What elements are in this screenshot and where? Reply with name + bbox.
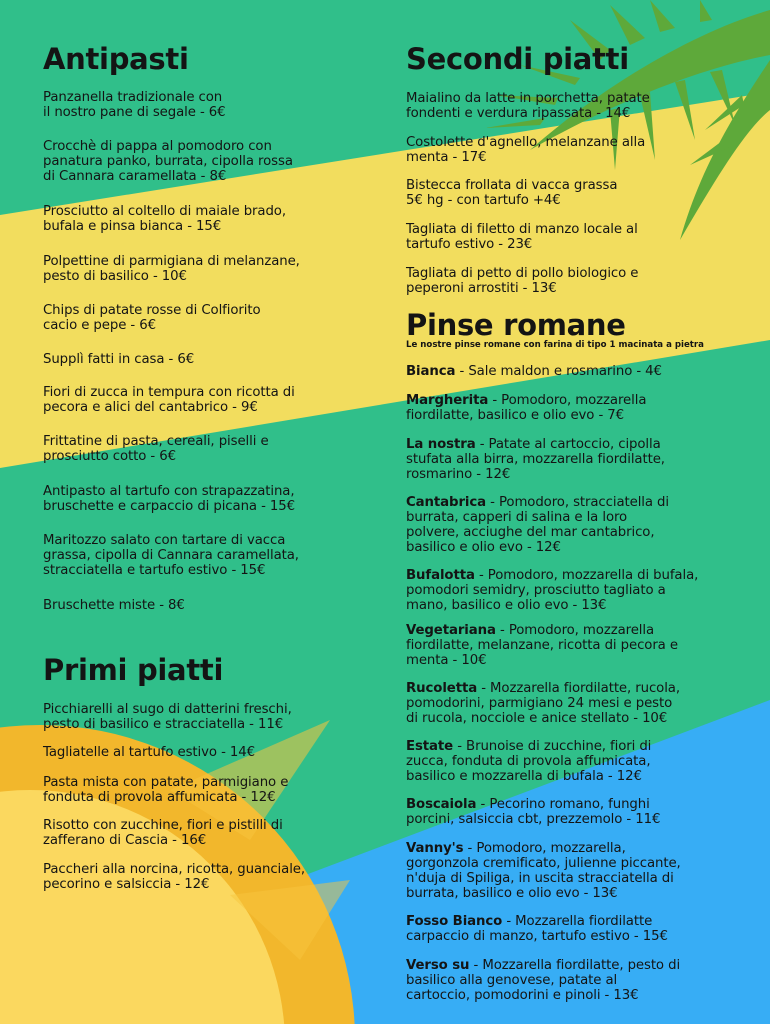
pinsa-description: - Pomodoro, mozzarella, gorgonzola cremificato, julienne piccante, n'duja di Spiliga, in uscita stracciatella di burrata, basilico e olio evo - 13€ — [406, 841, 681, 901]
menu-item: Fiori di zucca in tempura con ricotta di pecora e alici del cantabrico - 9€ — [43, 385, 295, 415]
pinsa-item — [406, 393, 646, 423]
pinsa-name: Vanny's — [406, 841, 464, 856]
menu-item: Chips di patate rosse di Colfiorito cacio e pepe - 6€ — [43, 303, 261, 333]
pinsa-name: Cantabrica — [406, 495, 487, 510]
menu-item: Frittatine di pasta, cereali, piselli e prosciutto cotto - 6€ — [43, 434, 269, 464]
menu-item: Pasta mista con patate, parmigiano e fonduta di provola affumicata - 12€ — [43, 775, 289, 805]
pinsa-item — [406, 623, 678, 668]
pinse-heading: Pinse romane — [406, 308, 626, 342]
pinsa-name: Rucoletta — [406, 681, 478, 696]
pinsa-name: Fosso Bianco — [406, 914, 503, 929]
menu-item: Bistecca frollata di vacca grassa 5€ hg - con tartufo +4€ — [406, 178, 618, 208]
pinsa-name: Margherita — [406, 393, 489, 408]
pinsa-description: - Sale maldon e rosmarino - 4€ — [455, 364, 662, 379]
menu-item: Tagliata di petto di pollo biologico e peperoni arrostiti - 13€ — [406, 266, 639, 296]
menu-item: Costolette d'agnello, melanzane alla menta - 17€ — [406, 135, 646, 165]
pinse-subtitle: Le nostre pinse romane con farina di tipo 1 macinata a pietra — [406, 340, 704, 350]
pinsa-description: - Mozzarella fiordilatte, pesto di basilico alla genovese, patate al cartoccio, pomodorini e pinoli - 13€ — [406, 958, 681, 1003]
pinsa-name: Bufalotta — [406, 568, 475, 583]
pinsa-description: - Brunoise di zucchine, fiori di zucca, fonduta di provola affumicata, basilico e mozzarella di bufala - 12€ — [406, 739, 652, 784]
pinsa-item — [406, 437, 665, 482]
menu-item: Tagliata di filetto di manzo locale al tartufo estivo - 23€ — [406, 222, 638, 252]
pinsa-item — [406, 681, 680, 726]
menu-item: Antipasto al tartufo con strapazzatina, bruschette e carpaccio di picana - 15€ — [43, 484, 295, 514]
pinsa-description: - Mozzarella fiordilatte carpaccio di manzo, tartufo estivo - 15€ — [406, 914, 668, 944]
pinsa-description: - Pomodoro, mozzarella fiordilatte, melanzane, ricotta di pecora e menta - 10€ — [406, 623, 678, 668]
pinsa-name: La nostra — [406, 437, 476, 452]
menu-item: Prosciutto al coltello di maiale brado, bufala e pinsa bianca - 15€ — [43, 204, 286, 234]
pinsa-description: - Pecorino romano, funghi porcini, salsiccia cbt, prezzemolo - 11€ — [406, 797, 661, 827]
pinsa-item — [406, 364, 662, 379]
menu-item: Crocchè di pappa al pomodoro con panatura panko, burrata, cipolla rossa di Cannara caramellata - 8€ — [43, 139, 293, 184]
menu-item: Paccheri alla norcina, ricotta, guanciale, pecorino e salsiccia - 12€ — [43, 862, 306, 892]
menu-item: Maialino da latte in porchetta, patate fondenti e verdura ripassata - 14€ — [406, 91, 650, 121]
pinsa-item — [406, 914, 668, 944]
menu-item: Supplì fatti in casa - 6€ — [43, 352, 195, 367]
menu-item: Picchiarelli al sugo di datterini freschi, pesto di basilico e stracciatella - 11€ — [43, 702, 292, 732]
pinsa-description: - Patate al cartoccio, cipolla stufata alla birra, mozzarella fiordilatte, rosmarino - 12€ — [406, 437, 665, 482]
pinsa-description: - Pomodoro, stracciatella di burrata, capperi di salina e la loro polvere, acciughe del mar cantabrico, basilico e olio evo - 12€ — [406, 495, 669, 555]
pinsa-description: - Mozzarella fiordilatte, rucola, pomodorini, parmigiano 24 mesi e pesto di rucola, nocciole e anice stellato - 10€ — [406, 681, 680, 726]
pinsa-name: Verso su — [406, 958, 470, 973]
secondi-heading: Secondi piatti — [406, 42, 629, 76]
menu-item: Bruschette miste - 8€ — [43, 598, 185, 613]
primi-heading: Primi piatti — [43, 653, 224, 687]
pinsa-item — [406, 495, 669, 555]
pinsa-item — [406, 958, 680, 1003]
pinsa-name: Vegetariana — [406, 623, 496, 638]
pinsa-name: Estate — [406, 739, 454, 754]
menu-item: Maritozzo salato con tartare di vacca grassa, cipolla di Cannara caramellata, stracciatella e tartufo estivo - 15€ — [43, 533, 299, 578]
pinsa-item — [406, 797, 660, 827]
menu-item: Polpettine di parmigiana di melanzane, pesto di basilico - 10€ — [43, 254, 300, 284]
menu-item: Tagliatelle al tartufo estivo - 14€ — [43, 745, 255, 760]
pinsa-description: - Pomodoro, mozzarella fiordilatte, basilico e olio evo - 7€ — [406, 393, 647, 423]
pinsa-name: Boscaiola — [406, 797, 477, 812]
antipasti-heading: Antipasti — [43, 42, 189, 76]
menu-item: Panzanella tradizionale con il nostro pane di segale - 6€ — [43, 90, 226, 120]
pinsa-name: Bianca — [406, 364, 456, 379]
pinsa-item — [406, 568, 698, 613]
pinsa-item — [406, 739, 651, 784]
pinsa-item — [406, 841, 681, 901]
pinsa-description: - Pomodoro, mozzarella di bufala, pomodori semidry, prosciutto tagliato a mano, basilico e olio evo - 13€ — [406, 568, 699, 613]
menu-item: Risotto con zucchine, fiori e pistilli di zafferano di Cascia - 16€ — [43, 818, 283, 848]
